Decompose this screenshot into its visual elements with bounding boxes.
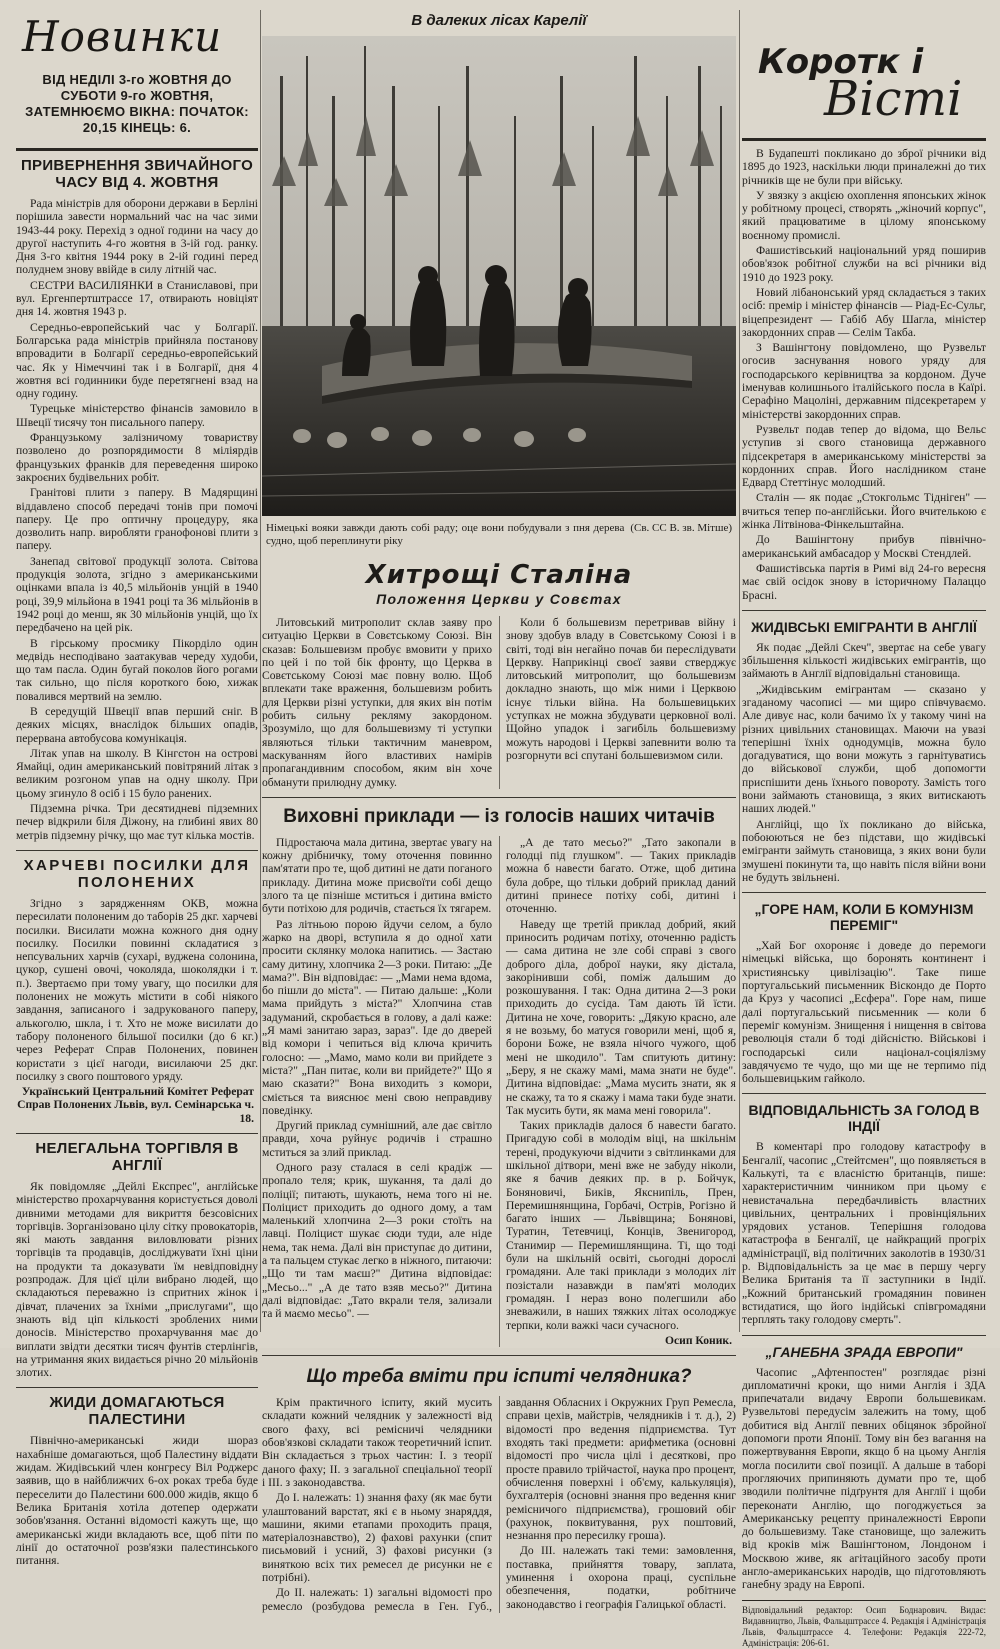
examples-text: Раз літньою порою йдучи селом, а було жарко на дворі, вступила я до одної хати просити склянку молока напитись. — Застаю саму дитину, хлопчика 2—3 роки. Питаю: „Де мама?". Він відповідає: — „Мами нема вдома, бо пішли до міста". — Питаю дальше: „Коли мама прийдуть з міста?" Хлопчина став задуманий, скробається в голову, а далі каже: „Я мамі занитаю зараз, зараз". Іде до дверей від комори і чепиться від ключа кричить голосно: — „Мамо, мамо коли ви прийдете з міста?" „Пан питає, коли ви прийдете?" Що я маю сказати?" Вона виходить з комори, сміється та вияснює мені свою неправдиву поведінку. [262,917,492,1117]
karelia-photo [262,36,736,516]
masthead-korotki: Коротк і [758,42,924,82]
examples-text: „А де тато месьо?" „Тато закопали в голодці під глушком". — Таких прикладів можна б навести багато. Отже, щоб дитина була добре, що тільки добрий приклад даний дитині принесе потіху собі, дитині і оточенню. [506,835,736,916]
left-column [16,10,258,1568]
exam-text: До ІІІ. належать такі теми: замовлення, поставка, прийняття товару, заплата, уминення і охорона праці, суспільне обезпечення, податки, робітниче законодавство і географія Галицької області. [506,1544,736,1611]
parcels-signature: Український Центральний Комітет Реферат Справ Полонених Львів, вул. Семінарська ч. 18. [17,1085,254,1125]
photo-title: В далеких лісах Карелії [411,12,587,29]
emigrants-title: ЖИДІВСЬКІ ЕМІГРАНТИ В АНГЛІЇ [751,618,977,635]
examples-article [262,836,736,1347]
photo-caption: Німецькі вояки завжди дають собі раду; оце вони побудували з пня дерева судно, щоб переплинути ріку [266,522,625,547]
news-item: СЕСТРИ ВАСИЛІЯНКИ в Станиславові, при вул. Ергенпертштрассе 17, отвирають новіціят дня 14. жовтня 1943 р. [16,278,258,319]
column-divider-left [260,10,261,1332]
news-item: В середущій Швеції впав перший сніг. В деяких місцях, внаслідок більших опадів, перервана автобусова комунікація. [16,704,258,745]
stalin-subtitle: Положення Церкви у Совєтах [376,591,622,607]
examples-text: Наведу ще третій приклад добрий, який приносить родичам потіху, оточенню радість — сама дитина не зле собі справі з свого доброго діла, доброї науки, яку дістала, закорінивши собі, поміж дальшим до розкошування. І так: Одна дитина 2—3 роки приходить до сусіда. Там дають їй їсти. Дитина не хоче, говорить: „Дякую красно, але я не возьму, бо матуся говорили мені, щоб я, борони Боже, не взяла нічого чужого, щоб мені не шкодило". Там спитують дитину: „Беру, я не скажу мамі, мама знати не буде". Дитина відповідає: „Мама мусить знати, як я не скажу, та то я скажу і мама таки буде знати. Так мусить бути, як мама мені говорила". [506,917,736,1117]
stalin-title: Хитрощі Сталіна [365,560,633,590]
blackout-notice: ВІД НЕДІЛІ 3-го ЖОВТНЯ ДО СУБОТИ 9-го ЖОВТНЯ, ЗАТЕМНЮЄМО ВІКНА: ПОЧАТОК: 20,15 КІНЕЦЬ: 6. [25,72,249,135]
stalin-text: Коли б большевизм перетривав війну і знову здобув владу в Совєтському Союзі і в світі, тоді він негайно почав би переслідувати Церкву. Наприкінці своєї заяви стверджує литовський митрополит, що большевизм докладно знають, що між ними і Церквою існує тільки війна. На большевицьких уступках не можна збудувати церковної волі. Щойно упадок і загибіль большевизму можуть народові і Церкві запевнити волю та розгорнути всі спутані большевизмом сили. [506,616,736,762]
emigrants-text: Англійці, що їх покликано до війська, побоюються не без підстави, що жидівські емігранти займуть становища, з яких вони були змушені покинути та, що навіть після війни вони не будуть звільнені. [742,817,986,884]
woe-text: „Хай Бог охороняє і доведе до перемоги німецькі війська, що боронять континент і християнську цивілізацію". Таке пише португальський письменник Віскондо де Порто да Круз у часописі „Есфера". Горе нам, пише далі португальський письменник — коли б переміг комунізм. Знищення і нищення в світова революція стали б тоді дійсністю. Військові і господарські сили націонал-соціялізму завдячуємо те чудо, що ми ще не терпимо під большевицьким гайколо. [742,939,986,1086]
divider [742,138,986,141]
emigrants-text: „Жидівським емігрантам — сказано у згаданому часописі — ми щиро співчуваємо. Але дивує нас, коли бачимо їх у такому чині на різних цивільних становищах. Маючи на увазі теперішні їхніх однодумців, можна було догадуватися, що вони можуть з гарнітуватись до військової служби, щоб допомогти приспішити день їхнього повороту. Замість того вони займають становища, з яких витискають наших людей." [742,682,986,816]
exam-article [262,1396,736,1613]
news-item: Літак упав на школу. В Кінгстон на острові Ямайці, один американський повітряний літак з великим розгоном упав на одну школу. При цьому згинуло 8 осіб і 15 було ранених. [16,746,258,800]
exam-title: Що треба вміти при іспиті челядника? [306,1366,692,1388]
divider [16,148,258,151]
short-news-item: З Вашінгтону повідомлено, що Рузвельт огосив заснування нового уряду для господарського керівництва за кордоном. Дуче іменував колишнього італійського посла в Каїрі. Серафіно Мацоліні, державним підсекретарем у міністерстві закордонних справ. [742,341,986,421]
right-column [742,10,986,1648]
woe-title: „ГОРЕ НАМ, КОЛИ Б КОМУНІЗМ ПЕРЕМІГ" [754,901,974,934]
illegal-trade-title: НЕЛЕГАЛЬНА ТОРГІВЛЯ В АНГЛІЇ [35,1140,239,1174]
betrayal-title: „ГАНЕБНА ЗРАДА ЕВРОПИ" [765,1343,963,1360]
column-divider-right [739,10,740,1332]
photo-caption-block [266,522,732,548]
short-news-item: Новий лібанонський уряд складається з таких осіб: премір і міністер фінансів — Ріад-Ес-Сульг, віцепрезидент — Габіб Абу Шагла, міністер закордонних справ — Селім Такба. [742,285,986,339]
forest-soldiers-image [262,36,736,516]
divider [16,1133,258,1134]
examples-text: Підростаюча мала дитина, звертає увагу на кожну дрібничку, тому оточення повинно пам'ятати про те, щоб дитині не дати поганого прикладу. Дитина може присвоїти собі дещо злого та це пізніше мститься і дитина вмісто бути потіхою для родичів, стається їх тягарем. [262,835,492,916]
examples-text: Другий приклад сумнішний, але дає світло правди, хоча руйнує родичів і страшно мститься за злий приклад. [262,1119,492,1159]
emigrants-text: Як подає „Дейлі Скеч", звертає на себе увагу збільшення кількості жидівських емігрантів, що займають в Англії відповідальні становища. [742,640,986,681]
divider [16,850,258,851]
divider [742,610,986,611]
betrayal-text: Часопис „Афтенпостен" розглядає різні дипломатичні кроки, що ними Англія і ЗДА припечатали видачу Европи большевикам. Рузвельтові передусім залежить на тому, щоб добитися від Англії певних обіцянок збройної допомоги проти Японії. Тому він без вагання на пожертвування Европи, якщо б на цьому Англія могла посилити свої позиції. А дальше в таборі прогляючих припиняють думати про те, щоб зводили політичне підґрунтя для Англії і щоби переконати Англію, що погоджується за Американську рецепту приналежності Европи до большевизму. Таке становище, що залежить від кроків між Вашінгтоном, Лондоном і Москвою живе, як агітаційного засобу проти англо-американських народів, що підготовляють ганебну зраду на Европі. [742,1365,986,1592]
jews-palestine-title: ЖИДИ ДОМАГАЮТЬСЯ ПАЛЕСТИНИ [49,1394,225,1429]
exam-text: До ІІ. належать: 1) загальні відомості про ремесло (розбудова ремесла в Ген. Губ., завдання Обласних і Окружних Груп Ремесла, справи цехів, майстрів, челядників і т. д.), 2) відомості про ведення підприємства. Тут входять такі предмети: арифметика (основні відомості про числа цілі і десяткові, про просте правило трійчастої, наука про процент, обчислення поверхні і об'єму, калькуляція), бухгалтерія (основні знання про ведення книг ремісничого підприємства), грошовий обіг (рахунок, поквитування, рух поштовий, незнання про пересилку гроша). [262,1396,736,1613]
news-item: Середньо-европейський час у Болгарії. Болгарська рада міністрів прийняла постанову впровадити в Болгарії середньо-европейський час. Як у Німеччині так і в Болгарії, дня 4 жовтня всі годинники буде перетягнені взад на одну годину. [16,320,258,401]
divider [742,1093,986,1094]
examples-text: Таких прикладів далося б навести багато. Пригадую собі в молодім віці, на шкільнім терені, продукуючи відчити з світлинками для шкільної дітвори, мені вже не забуду ніколи, яке я бачив деяких пр. в р. Бойчук, Боняновичі, Биків, Якснипіль, Прен, Перемишнянщина, Горбачі, Острів, Рогізно й багато інших — Львівщина; Бонянові, Туратин, Тетевчиці, Конців, Звенигород, Станимир — Перемишлянщина. Ті, що тоді були на шкільній освіті, сьогодні дорослі громадяни. Але такі приклади з молодих літ позістали назавжди в пам'яті молодих громадян. І нераз воно полегшили або зневажили, в наших тяжких літах осолоджує терпки, коли важкі часи сучасного. [506,1119,736,1332]
exam-text: До І. належать: 1) знання фаху (як має бути улаштований варстат, які є в ньому знаряддя, машини, якими етапами проходить праця, матеріалознавство), 2) фахові рахунки (спит письмовий і усний, 3) фахові рисунки (з виняткою всіх тих ремесел де рисунки не є потрібні). [262,1491,492,1584]
time-change-title: ПРИВЕРНЕННЯ ЗВИЧАЙНОГО ЧАСУ ВІД 4. ЖОВТНЯ [20,157,254,191]
news-item: Турецьке міністерство фінансів замовило в Швеції тисячу тон писального паперу. [16,402,258,429]
publisher-footer: Відповідальний редактор: Осип Боднарович. Видає: Видавництво, Львів, Фальцштрассе 4. Редакція і Адміністрація Львів, Фальцштрассе 4. Телефони: Редакція 222-72, Адміністрація: 206-61. [742,1600,986,1649]
famine-text: В коментарі про голодову катастрофу в Бенгалії, часопис „Стейтсмен", що появляється в Калькуті, та є власністю британців, пише: характеристичним чинником при цьому є невистачальна передбачливість властних цивільних, центральних і провінціяльних урядових установ. Теперішня голодова катастрофа в Бенгалії, це найкращий прогріх адміністрації, від політичних заколотів в 1930/31 р. Відповідальність за це має в першу чергу Велика Британія та її заступники в Індії. „Кожний британський громадянин повинен встидатися, що його індійські співгромадяни терплять таку голодову смерть". [742,1140,986,1327]
examples-signature: Осип Коник. [665,1333,732,1347]
divider [742,892,986,893]
parcels-title: ХАРЧЕВІ ПОСИЛКИ ДЛЯ ПОЛОНЕНИХ [23,856,251,891]
short-news-item: До Вашінгтону прибув північно-американський амбасадор у Москві Стендлей. [742,533,986,560]
news-item: Підземна річка. Три десятидневі підземних печер відкрили біля Діжону, на глибині явих 80 метрів підземну річку, що має тут кілька мостів. [16,802,258,842]
divider [262,797,736,798]
famine-title: ВІДПОВІДАЛЬНІСТЬ ЗА ГОЛОД В ІНДІЇ [748,1102,980,1135]
photo-credit: (Св. СС В. зв. Мітше) [630,522,732,534]
divider [262,1355,736,1356]
stalin-text: Литовський митрополит склав заяву про ситуацію Церкви в Совєтському Союзі. Він сказав: Большевизм пробує вмовити у прихо по цей і по той бік фронту, що Церква в Совєтському Союзі має повну волю. Щоб вплекати таке враження, большевизм робить для Церкви різні уступки, для яких він потім робить сильну рекляму закордоном. Зрозуміло, що для большевизму ті уступки являються тільки тактичним маневром, маскуванням його властивих намірів пропагандивним способом, яким він хоче обманути прилюдну думку. [262,616,492,789]
divider [742,1335,986,1336]
illegal-trade-text: Як повідомляє „Дейлі Експрес", англійське міністерство прохарчування користується доволі дивними методами для викриття безсовісних торгівців. Зорганізовано цілу сітку провокаторів, які мають завдання виловлювати різних торгівців та продавців, досліджувати їхні ціни на продукти та доказувати їм невідповідну розпродаж. Для цієї ціли вибрано людей, що складаються переважно із спритних жінок і дівчат, плачених за їхніми „прислугами", що знають від ціп кількості зроблених ними доносів. Міністерство прохарчування має до виплати звідти десятки тисяч фунтів стерлінгів, на утримання яких видається річно 20 мільйонів злотих. [16,1180,258,1380]
jews-palestine-text: Північно-американські жиди шораз нахабніше домагаються, щоб Палестину віддати жидам. Жидівський член конгресу Віл Роджерс заявив, що в найближчих 6-ох роках треба буде переселити до Палестини 600.000 жидів, якщо б Велика Британія хотіла дотепер одержати зобов'язання. Останні відомості кажуть ще, що американські жиди вкладають все, щоб піти по лінії до остаточної розв'язки палестинського питання. [16,1434,258,1568]
examples-text: Одного разу сталася в селі крадіж — пропало теля; крик, шукання, та далі до поліції; питають, шукають, нема того ні не. Поліцист приходить до одного дому, а там маленький хлопчина 2—3 роки стоїть на лавці. Поліцист шукає сюди туди, але ніде нема, так нема. Далі він приступає до дитини, а та пальцем стукає легко в ніжного, питаючи: „Що ти там маєш?" Дитина відповідає: „Месьо..." „А де тато взяв месьо?" Дитина далі відповідає: „Тато вкрали теля, зализали та й маємо месьо". — [262,1160,492,1321]
stalin-article [262,616,736,789]
masthead-visti: Вісті [824,71,963,127]
divider [16,1387,258,1388]
news-item: Занепад світової продукції золота. Світова продукція золота, згідно з американськими оцінками впала із 40,5 мільйонів унцій в 1940 році, 39,9 мільйона в 1941 році та 36 мільйонів в 1942 році до менш, як 30 мільйонів унцій, що їх передбачено на цей рік. [16,554,258,635]
short-news-item: Фашистівська партія в Римі від 24-го вересня має свій осідок знову в історичному Палаццо Брасні. [742,561,986,602]
parcels-text: Згідно з зарядженням ОКВ, можна пересилати полоненим до таборів 25 дкг. харчеві посилки. Висилати можна кожного дня одну посилку. Посилки повинні складатися з непсувальних харчів (сухарі, вуджена солонина, цукор, сушені овочі, чоколяда, шоколядки і т. п.). Звертаємо при тому увагу, що посилки для полонених не можуть містити в собі ніякого завдання, записаного і задрукованого паперу, алькоголю, шкла, і т. Хто не може висилати до табору полоненого більшої посилки (до 6 кг.) через Реферат Справ Полонених, повинен користати з цієї нагоди, висилаючи 25 дкг. посилку з свого поштового уряду. [16,896,258,1083]
middle-column [262,10,736,1613]
short-news-item: Рузвельт подав тепер до відома, що Вельс уступив зі свого становища державного підсекретаря в американському міністерстві за кордонних справ. Його наслідником стане Едвард Стеттінус молодший. [742,422,986,490]
short-news-item: У звязку з акцією охоплення японських жінок у робітному процесі, створять „жіночий корпус", який працюватиме в цілому японському воєнному промислі. [742,188,986,242]
time-change-text: Рада міністрів для оборони держави в Берліні порішила завести нормальний час на час зими 1943-44 року. Перехід з одної години на часу до другої наступить 4-го жовтня в 3-ій год. ранку. Дня 3-го квітня 1944 року в 2-ій годині перед полуднем знову ввійде в силу літній час. [16,197,258,277]
exam-text: Крім практичного іспиту, який мусить складати кожний челядник у залежності від свого фаху, всі ремісничі челядники обов'язкові складати також теоретичний іспит. Він складається з трьох частин: І. з теорії даного фаху; II. з загальної спеціальної теорії і III. з законодавства. [262,1396,492,1489]
short-news-item: Сталін — як подає „Стокгольмс Тідніген" — вчиться тепер по-англійськи. Його вчителькою є жінка Літвінова-Фінкельштайна. [742,491,986,532]
examples-title: Виховні приклади — із голосів наших читачів [283,805,715,827]
short-news-item: В Будапешті покликано до зброї річники від 1895 до 1923, наскільки люди приналежні до тих річників ще не були при війську. [742,147,986,187]
news-item: Гранітові плити з паперу. В Мадярщині віддавлено способ передачі тонів при помочі паперу. Це про оптичну процедуру, яка дозволить напр. виробляти гранофонові плити з паперу. [16,486,258,553]
short-news-item: Фашистівський національний уряд поширив обов'язок робітної служби на всі річники від 1910 до 1923 року. [742,244,986,284]
news-item: В гірському просмику Пікорділо один медвідь несподівано заатакував череду худоби, що там пасла. Один бугай поколов його рогами так сильно, що після короткого бою, хижак повалився мертвий на землю. [16,636,258,703]
masthead-novynky: Новинки [22,12,223,61]
news-item: Французькому залізничому товариству позволено до розпорядимости 8 міліярдів французьких франків для переведення широко закроєних будівельних робіт. [16,431,258,484]
